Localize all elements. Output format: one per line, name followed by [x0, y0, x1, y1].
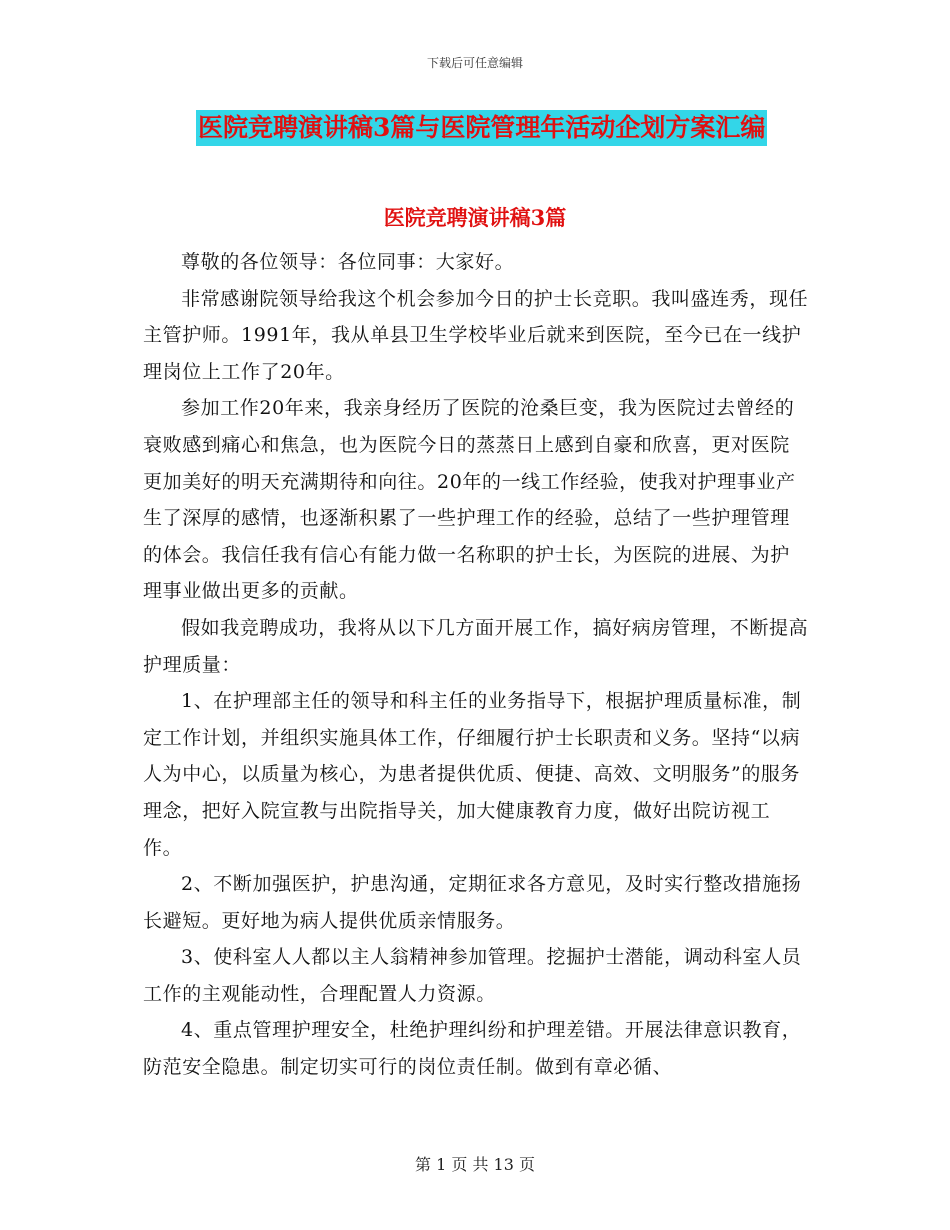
paragraph-plan-intro: 假如我竞聘成功，我将从以下几方面开展工作，搞好病房管理，不断提高护理质量： — [143, 616, 809, 676]
document-body — [143, 244, 809, 1086]
page-footer: 第 1 页 共 13 页 — [415, 1155, 535, 1174]
document-title: 医院竞聘演讲稿3篇与医院管理年活动企划方案汇编 — [196, 110, 767, 146]
paragraph-plan-item-3: 3、使科室人人都以主人翁精神参加管理。挖掘护士潜能，调动科室人员工作的主观能动性，合理配置人力资源。 — [143, 946, 802, 1005]
section-title: 医院竞聘演讲稿3篇 — [383, 205, 567, 230]
paragraph-introduction: 非常感谢院领导给我这个机会参加今日的护士长竞职。我叫盛连秀，现任主管护师。1991年，我从单县卫生学校毕业后就来到医院，至今已在一线护理岗位上工作了20年。 — [143, 287, 809, 383]
paragraph-plan-item-2: 2、不断加强医护，护患沟通，定期征求各方意见，及时实行整改措施扬长避短。更好地为病人提供优质亲情服务。 — [143, 873, 802, 932]
header-note: 下载后可任意编辑 — [426, 56, 523, 70]
paragraph-plan-item-1: 1、在护理部主任的领导和科主任的业务指导下，根据护理质量标准，制定工作计划，并组织实施具体工作，仔细履行护士长职责和义务。坚持“以病人为中心，以质量为核心，为患者提供优质、便捷、高效、文明服务”的服务理念，把好入院宣教与出院指导关，加大健康教育力度，做好出院访视工作。 — [143, 690, 802, 859]
paragraph-greeting: 尊敬的各位领导：各位同事：大家好。 — [181, 251, 515, 273]
paragraph-plan-item-4: 4、重点管理护理安全，杜绝护理纠纷和护理差错。开展法律意识教育，防范安全隐患。制定切实可行的岗位责任制。做到有章必循、 — [143, 1019, 802, 1079]
paragraph-experience: 参加工作20年来，我亲身经历了医院的沧桑巨变，我为医院过去曾经的衰败感到痛心和焦急，也为医院今日的蒸蒸日上感到自豪和欣喜，更对医院更加美好的明天充满期待和向往。20年的一线工作经验，使我对护理事业产生了深厚的感情，也逐渐积累了一些护理工作的经验，总结了一些护理管理的体会。我信任我有信心有能力做一名称职的护士长，为医院的进展、为护理事业做出更多的贡献。 — [143, 397, 796, 603]
